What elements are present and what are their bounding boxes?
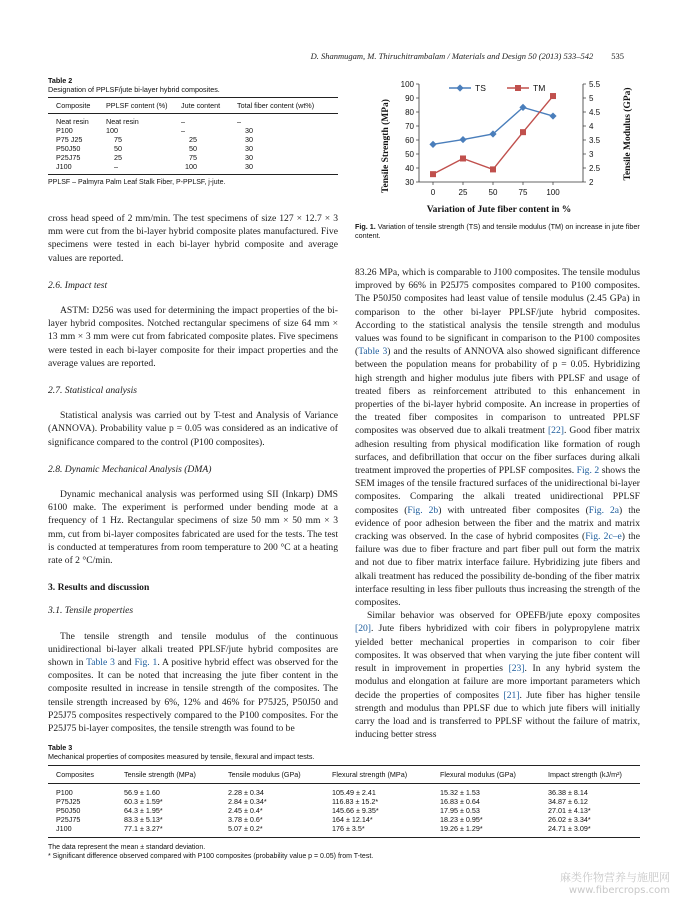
y-right-tick-label: 5 xyxy=(589,93,594,103)
table-cell: – xyxy=(237,117,241,126)
section-heading-2-8: 2.8. Dynamic Mechanical Analysis (DMA) xyxy=(48,463,212,475)
table2-head: Total fiber content (wt%) xyxy=(237,101,315,110)
table-cell: 25 xyxy=(114,153,122,162)
table-cell: 75 xyxy=(189,153,197,162)
table3-significance-note: * Significant difference observed compared with P100 composites (probability value p = 0.05) from T-test. xyxy=(48,853,374,860)
data-point-tm xyxy=(430,171,436,177)
table-cell: 164 ± 12.14* xyxy=(332,815,373,824)
table-cell: 50 xyxy=(114,144,122,153)
table-cell: – xyxy=(114,162,118,171)
table-row xyxy=(48,806,640,815)
table2-header-row xyxy=(48,98,338,114)
table3-head: Flexural modulus (GPa) xyxy=(440,770,516,779)
paragraph: Dynamic mechanical analysis was performed using SII (Inkarp) DMS 6100 make. The experiment is performed under bending mode at a frequency of 1 Hz. Rectangular specimens of size 50 mm × 50 mm × 3 mm, cut from bi-layer composites fabricated are used for the tests. The test is conducted at temperatures from room temperature to 200 °C at a heating rate of 2 °C/min. xyxy=(48,489,338,567)
table3-header-row xyxy=(48,766,640,784)
data-point-ts xyxy=(459,136,466,143)
table-cell: 25 xyxy=(189,135,197,144)
figure1-caption-text: Variation of tensile strength (TS) and tensile modulus (TM) on increase in jute fiber content. xyxy=(355,222,640,241)
table-cell: 64.3 ± 1.95* xyxy=(124,806,163,815)
fig2c-e-link[interactable]: Fig. 2c–e xyxy=(585,531,622,543)
table2-head: Jute content xyxy=(181,101,221,110)
fig2-link[interactable]: Fig. 2 xyxy=(576,465,600,477)
table-row xyxy=(48,144,338,153)
right-column xyxy=(355,266,640,741)
table-row xyxy=(48,162,338,175)
y-left-tick-label: 100 xyxy=(400,79,414,89)
table2-caption xyxy=(48,76,338,94)
table-cell: 34.87 ± 6.12 xyxy=(548,797,588,806)
left-column xyxy=(48,212,338,735)
table-row xyxy=(48,824,640,838)
y-left-tick-label: 50 xyxy=(405,149,414,159)
table-cell: 100 xyxy=(106,126,118,135)
x-tick-label: 50 xyxy=(488,188,498,197)
table-cell: Neat resin xyxy=(106,117,139,126)
y-left-tick-label: 90 xyxy=(405,93,414,103)
figure1-caption xyxy=(355,222,640,241)
legend-label-ts: TS xyxy=(475,83,486,93)
table-cell: 105.49 ± 2.41 xyxy=(332,788,376,797)
text-run: The tensile strength and tensile modulus of the continuous unidirectional bi-layer alkali treated PPLSF/jute hybrid composites are shown in xyxy=(48,630,338,669)
running-header xyxy=(0,51,624,61)
table-cell: 24.71 ± 3.09* xyxy=(548,824,591,833)
table-cell: 2.45 ± 0.4* xyxy=(228,806,263,815)
table-cell: 145.66 ± 9.35* xyxy=(332,806,379,815)
table3-title: Mechanical properties of composites measured by tensile, flexural and impact tests. xyxy=(48,752,315,761)
table3-note: The data represent the mean ± standard deviation. xyxy=(48,844,206,851)
table3-head: Composites xyxy=(56,770,94,779)
table2-label: Table 2 xyxy=(48,76,73,85)
fig2b-link[interactable]: Fig. 2b xyxy=(407,504,439,516)
table3-head: Impact strength (kJ/m²) xyxy=(548,770,622,779)
table2-footnote: PPLSF – Palmyra Palm Leaf Stalk Fiber, P-PPLSF, j-jute. xyxy=(48,179,226,186)
section-heading-2-7: 2.7. Statistical analysis xyxy=(48,385,138,397)
table-cell: 100 xyxy=(185,162,197,171)
y-left-tick-label: 60 xyxy=(405,135,414,145)
paragraph xyxy=(48,630,338,736)
table-cell: 30 xyxy=(245,135,253,144)
table3-caption xyxy=(48,743,640,761)
table-cell: – xyxy=(181,117,185,126)
text-run: . In any hybrid system the modulus and elongation at failure are more important parameters which decide the properties of composites xyxy=(355,663,641,701)
text-run: . Jute fibers hybridized with coir fibers in polypropylene matrix yielded better mechanical properties in comparison to coir fiber composites. It was observed that when varying the jute fiber content will result in improvement in properties xyxy=(355,623,640,675)
table-cell: 30 xyxy=(245,153,253,162)
table-cell: J100 xyxy=(56,824,72,833)
table-row xyxy=(48,126,338,135)
table-cell: P100 xyxy=(56,788,73,797)
running-header-text: D. Shanmugam, M. Thiruchitrambalam / Materials and Design 50 (2013) 533–542 xyxy=(310,51,594,61)
ref-23-link[interactable]: [23] xyxy=(508,663,525,675)
text-run: ) the evidence of poor adhesion between the fiber and the matrix and matrix cracking was observed. In the case of hybrid composites ( xyxy=(355,504,640,543)
paragraph xyxy=(355,266,640,609)
table3 xyxy=(48,765,640,838)
table-cell: 56.9 ± 1.60 xyxy=(124,788,160,797)
data-point-tm xyxy=(550,93,556,99)
table-cell: 60.3 ± 1.59* xyxy=(124,797,163,806)
table2-title: Designation of PPLSF/jute bi-layer hybrid composites. xyxy=(48,85,220,94)
x-tick-label: 0 xyxy=(430,188,436,197)
y-left-tick-label: 70 xyxy=(405,121,414,131)
y-right-tick-label: 5.5 xyxy=(589,79,601,89)
text-run: . Good fiber matrix adhesion resulting from physical modification like formation of rough surfaces, and defibrillation that occur on the fiber surfaces during alkali treatment improved the properties of PPLSF composites. xyxy=(355,425,640,477)
y-axis-left-label: Tensile Strength (MPa) xyxy=(381,99,391,193)
text-run: . Jute fiber has higher tensile strength and modulus than PPLSF due to which jute fibers will initially carry the load and is transferred to PPLSF without the failure of matrix, inducing better stress xyxy=(355,689,640,741)
y-left-tick-label: 30 xyxy=(405,177,414,187)
y-right-tick-label: 4.5 xyxy=(589,107,601,117)
y-left-tick-label: 40 xyxy=(405,163,414,173)
table-cell: 83.3 ± 5.13* xyxy=(124,815,163,824)
text-run: ) and the results of ANNOVA also showed significant difference between the population means for probability of p = 0.05. Hybridizing high strength and higher modulus jute fibers with PPLSF and usage of treated fibers as reinforcement attributed to this enhancement in properties of the bi-layer hybrid composite. An increase in properties of the treated fiber composites in comparison to untreated PPLSF composites was observed due to alkali treatment xyxy=(355,346,640,437)
section-heading-3: 3. Results and discussion xyxy=(48,582,150,594)
table-cell: 75 xyxy=(114,135,122,144)
text-run: . A positive hybrid effect was observed for the composites. It can be noted that increasing the jute fiber content in the composite resulted in increase in tensile strength of the composites. The tensile strength increased by 6%, 12% and 46% for P75J25, P50J50 and P25J75 composites respectively compared to the P100 composites. For the P25J75 bi-layer composites, the tensile strength was found to be xyxy=(48,657,338,735)
y-left-tick-label: 80 xyxy=(405,107,414,117)
data-point-tm xyxy=(520,129,526,135)
table2-head: Composite xyxy=(56,101,91,110)
table-row xyxy=(48,815,640,824)
table-cell: P50J50 xyxy=(56,144,81,153)
table-row xyxy=(48,784,640,798)
y-axis-right-label: Tensile Modulus (GPa) xyxy=(623,87,633,181)
x-tick-label: 100 xyxy=(546,188,560,197)
table-cell: 116.83 ± 15.2* xyxy=(332,797,379,806)
section-heading-2-6: 2.6. Impact test xyxy=(48,279,108,291)
table3-label: Table 3 xyxy=(48,743,73,752)
watermark-line: www.fibercrops.com xyxy=(568,885,670,896)
paragraph xyxy=(355,609,640,741)
y-right-tick-label: 3.5 xyxy=(589,135,601,145)
table-cell: J100 xyxy=(56,162,72,171)
y-right-tick-label: 2.5 xyxy=(589,163,601,173)
legend-marker-tm xyxy=(515,85,521,91)
table2-block xyxy=(48,76,338,187)
table3-head: Tensile strength (MPa) xyxy=(124,770,196,779)
data-point-ts xyxy=(429,141,436,148)
legend-marker-ts xyxy=(456,84,463,91)
table-cell: 50 xyxy=(189,144,197,153)
table-cell: P25J75 xyxy=(56,815,81,824)
table-cell: 30 xyxy=(245,126,253,135)
table-cell: 17.95 ± 0.53 xyxy=(440,806,480,815)
table-cell: 19.26 ± 1.29* xyxy=(440,824,483,833)
x-axis-label: Variation of Jute fiber content in % xyxy=(426,205,572,215)
table-cell: 2.28 ± 0.34 xyxy=(228,788,264,797)
table-cell: 77.1 ± 3.27* xyxy=(124,824,163,833)
ref-20-link[interactable]: [20] xyxy=(355,623,371,635)
text-run: Similar behavior was observed for OPEFB/jute epoxy composites xyxy=(367,610,640,622)
table-cell: 5.07 ± 0.2* xyxy=(228,824,263,833)
table-row xyxy=(48,153,338,162)
y-right-tick-label: 3 xyxy=(589,149,594,159)
paragraph: Statistical analysis was carried out by T-test and Analysis of Variance (ANNOVA). Probability value p = 0.05 was considered as an indicative of significance compared to the control (P100 composites). xyxy=(48,410,338,448)
table-row xyxy=(48,797,640,806)
series-line-ts xyxy=(433,107,553,144)
figure1-chart xyxy=(353,72,640,220)
table-cell: 18.23 ± 0.95* xyxy=(440,815,483,824)
data-point-tm xyxy=(460,155,466,161)
text-run: shows the SEM images of the tensile fractured surfaces of the unidirectional bi-layer composites. Comparing the alkali treated unidirectional PPLSF composites ( xyxy=(355,465,640,516)
text-run: ) with untreated fiber composites ( xyxy=(438,504,589,516)
table3-link[interactable]: Table 3 xyxy=(86,657,115,669)
table-cell: P75 J25 xyxy=(56,135,83,144)
text-run: ) the failure was due to fiber fracture and part fiber pull out form the matrix and not due to fiber matrix interface failure. Hybridizing jute fibers and alkali treatment has reduced the possibility de-bonding of the fiber matrix interface resulting in less fiber pullouts thus increasing the strength of the composites. xyxy=(355,531,640,609)
x-tick-label: 75 xyxy=(518,188,528,197)
section-heading-3-1: 3.1. Tensile properties xyxy=(48,605,134,617)
y-right-tick-label: 4 xyxy=(589,121,594,131)
ref-21-link[interactable]: [21] xyxy=(503,689,520,701)
text-run: 83.26 MPa, which is comparable to J100 composites. The tensile modulus improved by 66% in P25J75 composites compared to P100 composites. The P50J50 composites had least value of tensile modulus (2.45 GPa) in comparison to the other bi-layer PPLSF/jute hybrid composites. According to the statistical analysis the tensile strength and modulus values was found to be significant in comparison to the P100 composites ( xyxy=(355,267,640,358)
paragraph: cross head speed of 2 mm/min. The test specimens of size 127 × 12.7 × 3 mm were cut from the bi-layer hybrid composite plates manufactured. Five specimens were tested in each bi-layer hybrid composite and average values are reported. xyxy=(48,213,338,264)
table3-block xyxy=(48,743,640,861)
table-cell: 16.83 ± 0.64 xyxy=(440,797,480,806)
table-cell: – xyxy=(181,126,185,135)
table-cell: P75J25 xyxy=(56,797,81,806)
table-cell: 2.84 ± 0.34* xyxy=(228,797,267,806)
table-cell: 30 xyxy=(245,162,253,171)
page-number: 535 xyxy=(611,51,624,61)
y-right-tick-label: 2 xyxy=(589,177,594,187)
table3-link[interactable]: Table 3 xyxy=(358,346,388,358)
table2 xyxy=(48,97,338,175)
fig2a-link[interactable]: Fig. 2a xyxy=(588,504,620,516)
table-cell: 3.78 ± 0.6* xyxy=(228,815,263,824)
table-cell: 176 ± 3.5* xyxy=(332,824,365,833)
fig1-link[interactable]: Fig. 1 xyxy=(134,657,158,669)
table-row xyxy=(48,114,338,127)
legend-label-tm: TM xyxy=(533,83,546,93)
watermark xyxy=(430,871,670,897)
table3-head: Tensile modulus (GPa) xyxy=(228,770,301,779)
table-cell: 26.02 ± 3.34* xyxy=(548,815,591,824)
table-cell: P100 xyxy=(56,126,73,135)
table-cell: 36.38 ± 8.14 xyxy=(548,788,588,797)
table-cell: Neat resin xyxy=(56,117,89,126)
x-tick-label: 25 xyxy=(458,188,468,197)
data-point-ts xyxy=(549,112,556,119)
table-row xyxy=(48,135,338,144)
paragraph: ASTM: D256 was used for determining the impact properties of the bi-layer hybrid composites. Notched rectangular specimens of size 64 mm × 13 mm × 3 mm were cut from fabricated composite plates. Five specimens were tested in each bi-layer composite for their impact properties and the average values are reported. xyxy=(48,305,338,369)
data-point-tm xyxy=(490,166,496,172)
table-cell: 30 xyxy=(245,144,253,153)
text-run: and xyxy=(114,657,135,669)
table2-head: PPLSF content (%) xyxy=(106,101,168,110)
table-cell: 27.01 ± 4.13* xyxy=(548,806,591,815)
table-cell: P25J75 xyxy=(56,153,81,162)
figure1-label: Fig. 1. xyxy=(355,222,376,231)
watermark-line: 麻类作物营养与施肥网 xyxy=(560,871,670,884)
table3-head: Flexural strength (MPa) xyxy=(332,770,408,779)
table-cell: 15.32 ± 1.53 xyxy=(440,788,480,797)
ref-22-link[interactable]: [22] xyxy=(547,425,564,437)
table-cell: P50J50 xyxy=(56,806,81,815)
